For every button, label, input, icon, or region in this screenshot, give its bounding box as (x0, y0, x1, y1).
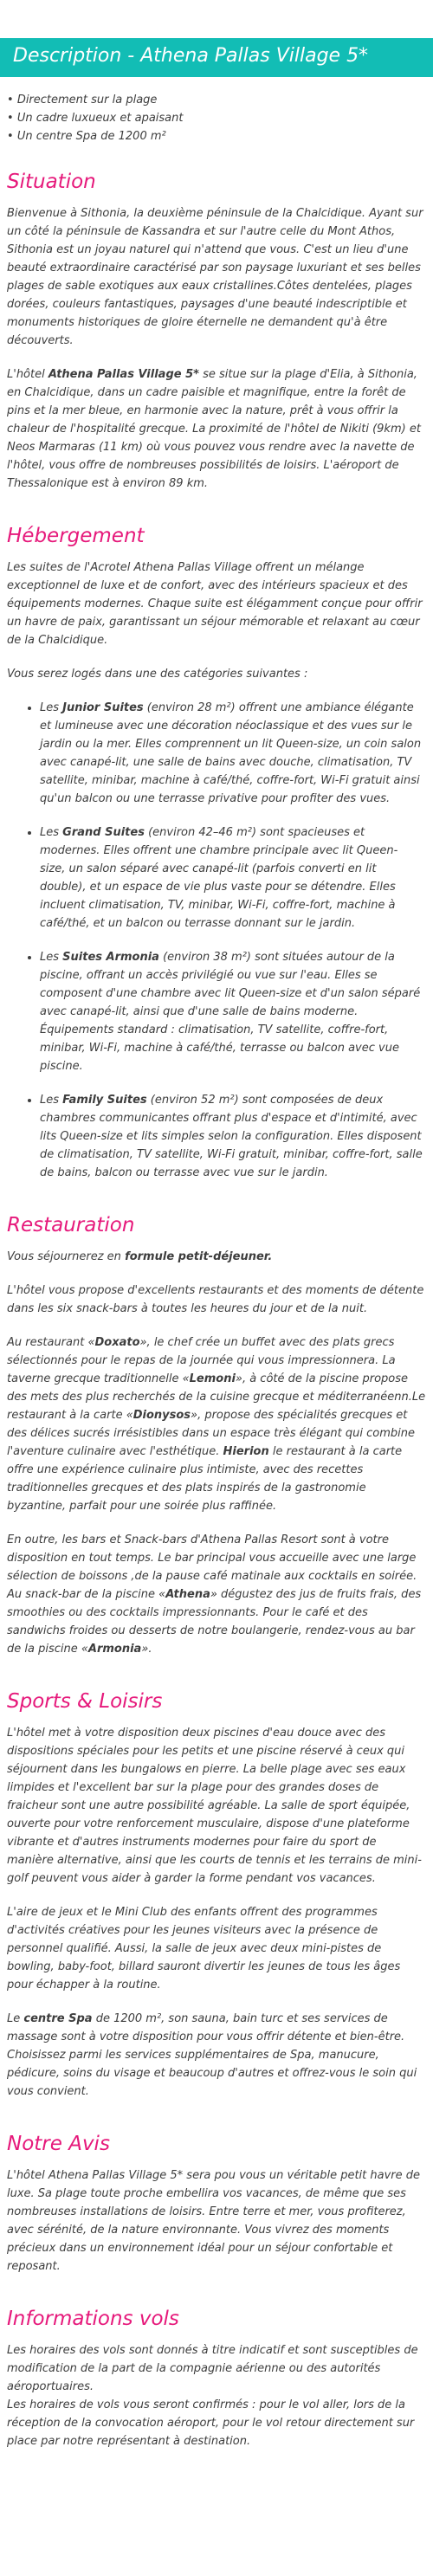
text: (environ 42–46 m²) sont spacieuses et modernes. Elles offrent une chambre principale avec lit Queen-size, un salon séparé avec canapé-lit (parfois converti en lit double), et un espace de vie plus vaste pour se détendre. Elles incluent climatisation, TV, minibar, Wi-Fi, coffre-fort, machine à café/thé, et un balcon ou terrasse donnant sur le jardin. (40, 826, 398, 930)
text: Les (40, 826, 63, 839)
hebergement-lead: Vous serez logés dans une des catégories suivantes : (7, 668, 308, 681)
restauration-bars (7, 1531, 426, 1658)
text: Au restaurant « (7, 1336, 95, 1349)
text: (environ 28 m²) offrent une ambiance élégante et lumineuse avec une décoration néoclassique et des vues sur le jardin ou la mer. Elles comprennent un lit Queen-size, un coin salon avec canapé-lit, une salle de bains avec douche, climatisation, TV satellite, minibar, machine à café/thé, coffre-fort, Wi-Fi gratuit ainsi qu'un balcon ou une terrasse privative pour profiter des vues. (40, 701, 422, 805)
text: », le chef crée un buffet avec des plats grecs sélectionnés pour le repas de la journée qui vous impressionnera. La taverne grecque traditionnelle « (7, 1336, 396, 1385)
spa-name: centre Spa (23, 2012, 93, 2025)
text: le restaurant à la carte offre une expérience culinaire plus intimiste, avec des recettes traditionnelles grecques et des plats inspirés de la gastronomie byzantine, parfait pour une soirée plus raffinée. (7, 1445, 403, 1513)
hotel-name: Athena Pallas Village 5* (48, 368, 199, 381)
restaurant-name: Dionysos (132, 1409, 191, 1422)
vols-paragraph (7, 2341, 426, 2450)
text: de 1200 m², son sauna, bain turc et ses services de massage sont à votre disposition pour vous offrir détente et bien-être. Choisissez parmi les services supplémentaires de Spa, manucure, pédicure, soins du visage et beaucoup d'autres et offrez-vous le soin qui vous convient. (7, 2012, 417, 2098)
avis-paragraph: L'hôtel Athena Pallas Village 5* sera pou vous un véritable petit havre de luxe. Sa plage toute proche embellira vos vacances, de même que ses nombreuses installations de loisirs. Entre terre et mer, vous profiterez, avec sérénité, de la nature environnante. Vous vivrez des moments précieux dans un environnement idéal pour un séjour confortable et reposant. (7, 2169, 421, 2273)
text: Vous séjournerez en (7, 1250, 126, 1263)
description-content (0, 91, 433, 2466)
hebergement-intro: Les suites de l'Acrotel Athena Pallas Village offrent un mélange exceptionnel de luxe et de confort, avec des intérieurs spacieux et des équipements modernes. Chaque suite est élégamment conçue pour offrir un havre de paix, garantissant un séjour mémorable et relaxant au cœur de la Chalcidique. (7, 561, 423, 647)
section-heading-sports: Sports & Loisirs (7, 1690, 163, 1713)
bar-name: Armonia (87, 1643, 142, 1656)
text: Les horaires de vols vous seront confirmés : pour le vol aller, lors de la réception de la convocation aéroport, pour le vol retour directement sur place par notre représentant à destination. (7, 2398, 415, 2448)
text: (environ 38 m²) sont situées autour de la piscine, offrant un accès privilégié ou vue sur l'eau. Elles se composent d'une chambre avec lit Queen-size et d'un salon séparé avec canapé-lit, ainsi que d'une salle de bains moderne. Équipements standard : climatisation, TV satellite, coffre-fort, minibar, Wi-Fi, machine à café/thé, terrasse ou balcon avec vue piscine. (40, 951, 421, 1073)
room-name: Grand Suites (62, 826, 145, 839)
sports-spa-paragraph (7, 2010, 426, 2101)
highlight-item: • Directement sur la plage (7, 91, 426, 109)
highlight-item: • Un centre Spa de 1200 m² (7, 127, 426, 145)
room-list (7, 699, 426, 1182)
room-item (40, 948, 426, 1075)
text: Les (40, 951, 63, 964)
text: En outre, les bars et Snack-bars d'Athena Pallas Resort sont à votre disposition en tout temps. Le bar principal vous accueille avec une large sélection de boissons ,de la pause café matinale aux cocktails en soirée. Au snack-bar de la piscine « (7, 1533, 417, 1601)
text: », à côté de la piscine propose des mets des plus recherchés de la cuisine grecque et méditerranéenn.Le restaurant à la carte « (7, 1372, 426, 1422)
highlights-list (7, 91, 426, 145)
formula-name: formule petit-déjeuner. (125, 1250, 273, 1263)
section-heading-situation: Situation (7, 171, 96, 193)
sports-paragraph: L'hôtel met à votre disposition deux piscines d'eau douce avec des dispositions spéciales pour les petits et une piscine réservé à ceux qui séjournent dans les bungalows en pierre. La belle plage avec ses eaux limpides et l'excellent bar sur la plage pour des grandes doses de fraicheur sont une autre possibilité agréable. La salle de sport équipée, ouverte pour votre renforcement musculaire, dispose d'une plateforme vibrante et d'autres instruments modernes pour faire du sport de manière alternative, ainsi que les courts de tennis et les terrains de mini-golf peuvent vous aider à garder la forme pendant vos vacances. (7, 1727, 422, 1885)
text: » dégustez des jus de fruits frais, des smoothies ou des cocktails impressionnants. Pour le café et des sandwichs froides ou desserts de notre boulangerie, rendez-vous au bar de la piscine « (7, 1588, 422, 1656)
room-item (40, 1091, 426, 1182)
situation-paragraph-hotel (7, 365, 426, 493)
restauration-restaurants (7, 1333, 426, 1515)
text: Les horaires des vols sont donnés à titre indicatif et sont susceptibles de modification de la part de la compagnie aérienne ou des autorités aéroportuaires. (7, 2344, 418, 2393)
text: », propose des spécialités grecques et des délices sucrés irrésistibles dans un espace très élégant qui combine l'aventure culinaire avec l'esthétique. (7, 1409, 416, 1458)
text: se situe sur la plage d'Elia, à Sithonia, en Chalcidique, dans un cadre paisible et magnifique, entre la forêt de pins et la mer bleue, en harmonie avec la nature, prêt à vous offrir la chaleur de l'hospitalité grecque. La proximité de l'hôtel de Nikiti (9km) et Neos Marmaras (11 km) où vous pouvez vous rendre avec la navette de l'hôtel, vous offre de nombreuses possibilités de loisirs. L'aéroport de Thessalonique est à environ 89 km. (7, 368, 421, 490)
page-title: Description - Athena Pallas Village 5* (13, 45, 369, 67)
title-banner (0, 38, 433, 77)
restauration-formula (7, 1248, 426, 1266)
section-heading-vols: Informations vols (7, 2308, 179, 2330)
text: L'hôtel (7, 368, 48, 381)
text: Les (40, 701, 63, 714)
room-name: Family Suites (62, 1094, 147, 1107)
restaurant-name: Hierion (223, 1445, 269, 1458)
text: ». (141, 1643, 152, 1656)
room-item (40, 823, 426, 933)
restaurant-name: Lemoni (189, 1372, 236, 1385)
room-name: Junior Suites (62, 701, 144, 714)
sports-kids-paragraph: L'aire de jeux et le Mini Club des enfants offrent des programmes d'activités créatives pour les jeunes visiteurs avec la présence de personnel qualifié. Aussi, la salle de jeux avec deux mini-pistes de bowling, baby-foot, billard sauront divertir les jeunes de tous les âges pour échapper à la routine. (7, 1906, 401, 1992)
room-item (40, 699, 426, 808)
text: Le (7, 2012, 24, 2025)
section-heading-restauration: Restauration (7, 1214, 135, 1236)
text: Les (40, 1094, 63, 1107)
section-heading-avis: Notre Avis (7, 2133, 110, 2155)
situation-paragraph: Bienvenue à Sithonia, la deuxième péninsule de la Chalcidique. Ayant sur un côté la péninsule de Kassandra et sur l'autre celle du Mont Athos, Sithonia est un joyau naturel qui n'attend que vous. C'est un lieu d'une beauté extraordinaire caractérisé par son paysage luxuriant et ses belles plages de sable exotiques aux eaux cristallines.Côtes dentelées, plages dorées, couleurs fantastiques, paysages d'une beauté indescriptible et monuments historiques de gloire éternelle ne demandent qu'à être découverts. (7, 207, 423, 347)
highlight-item: • Un cadre luxueux et apaisant (7, 109, 426, 127)
bar-name: Athena (165, 1588, 210, 1601)
text: (environ 52 m²) sont composées de deux chambres communicantes offrant plus d'espace et d'intimité, avec lits Queen-size et lits simples selon la configuration. Elles disposent de climatisation, TV satellite, Wi-Fi gratuit, minibar, coffre-fort, salle de bains, balcon ou terrasse avec vue sur le jardin. (40, 1094, 423, 1179)
room-name: Suites Armonia (62, 951, 159, 964)
section-heading-hebergement: Hébergement (7, 525, 145, 547)
restauration-paragraph: L'hôtel vous propose d'excellents restaurants et des moments de détente dans les six snack-bars à toutes les heures du jour et de la nuit. (7, 1284, 424, 1315)
restaurant-name: Doxato (94, 1336, 140, 1349)
